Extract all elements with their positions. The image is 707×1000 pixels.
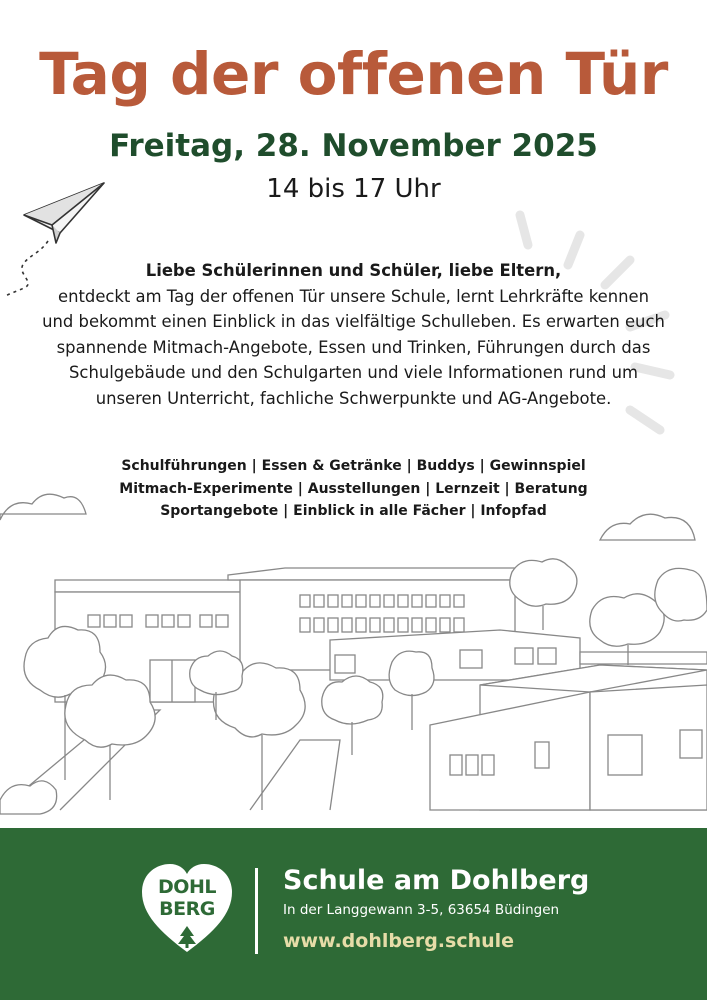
- cloud-icon: [0, 494, 86, 520]
- page-title: Tag der offenen Tür: [39, 40, 668, 108]
- footer-divider: [255, 868, 258, 954]
- tree-icon: [389, 651, 434, 730]
- feature-line: Schulführungen | Essen & Getränke | Buddys | Gewinnspiel: [121, 458, 586, 474]
- intro-paragraph: entdeckt am Tag der offenen Tür unsere Schule, lernt Lehrkräfte kennen und bekommt einen Einblick in das vielfältige Schulleben. Es erwarten euch spannende Mitmach-Angebote, Essen und Trinken, Führungen durch das Schulgebäude und den Schulgarten und viele Informationen rund um unseren Unterricht, fachliche Schwerpunkte und AG-Angebote.: [42, 286, 665, 408]
- school-name: Schule am Dohlberg: [283, 865, 590, 896]
- logo-text-bottom: BERG: [159, 898, 215, 920]
- tree-icon: [0, 781, 57, 814]
- event-date: Freitag, 28. November 2025: [109, 128, 598, 164]
- tree-icon: [510, 559, 577, 630]
- feature-line: Mitmach-Experimente | Ausstellungen | Lernzeit | Beratung: [119, 480, 588, 497]
- school-illustration: [0, 480, 707, 830]
- website-link[interactable]: www.dohlberg.schule: [283, 930, 515, 952]
- greeting: Liebe Schülerinnen und Schüler, liebe Eltern,: [145, 261, 562, 280]
- feature-line: Sportangebote | Einblick in alle Fächer | Infopfad: [160, 503, 547, 519]
- intro-text: [40, 258, 667, 412]
- event-time: 14 bis 17 Uhr: [266, 174, 441, 204]
- logo-text-top: DOHL: [158, 876, 216, 898]
- tree-icon: [655, 568, 707, 621]
- cloud-icon: [600, 514, 695, 540]
- school-address: In der Langgewann 3-5, 63654 Büdingen: [283, 902, 560, 918]
- tree-icon: [65, 675, 155, 800]
- tree-icon: [322, 676, 383, 755]
